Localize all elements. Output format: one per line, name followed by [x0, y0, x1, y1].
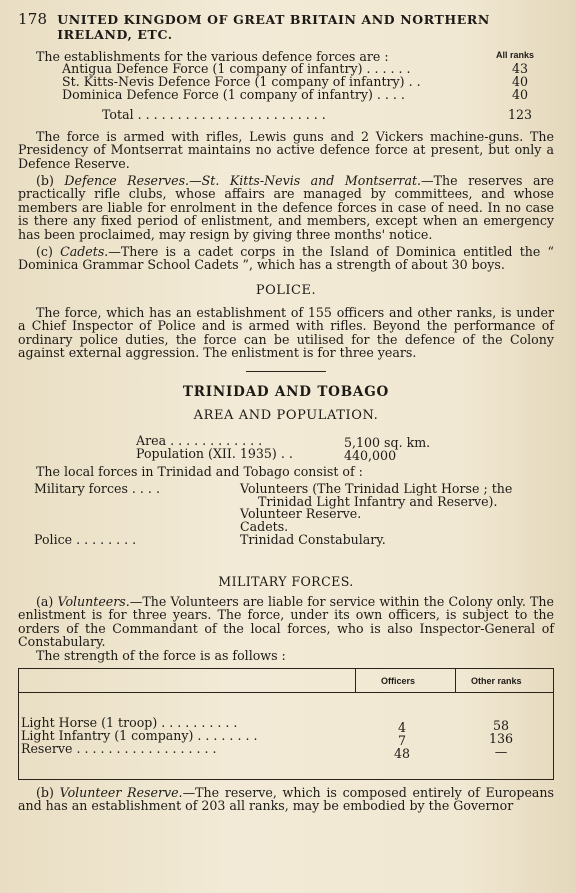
total-value: 123: [507, 107, 533, 123]
volunteer-reserve-text: —The reserve, which is composed entirely of Europeans and has an establishment of 203 all ranks, may be embodied by the Governor: [18, 784, 554, 814]
police-paragraph: The force, which has an establishment of 155 officers and other ranks, is under a Chief Inspector of Police and is armed with rifles. Beyond the performance of ordinary police duties, the force can be utilised for the defence of the Colony against external aggression. The enlistment is for three years.: [18, 304, 554, 361]
total-label: Total . . . . . . . . . . . . . . . . . . . . . . . .: [102, 107, 326, 123]
volunteer-reserve-paragraph: [18, 786, 554, 813]
cadets-text: —There is a cadet corps in the Island of Dominica entitled the “ Dominica Grammar School Cadets ”, which has a strength of about 30 boys.: [18, 244, 554, 273]
volunteers-paragraph: [18, 595, 554, 649]
local-forces-intro: The local forces in Trinidad and Tobago consist of :: [36, 464, 363, 480]
population-value: 440,000: [344, 448, 397, 464]
volunteers-text: —The Volunteers are liable for service within the Colony only. The enlistment is for three years. The force, under its own officers, is subject to the orders of the Commandant of the local forces, who is also Inspector-General of Constabulary.: [18, 593, 554, 650]
military-forces-line: Volunteer Reserve.: [240, 506, 362, 522]
table-header-rule: [19, 692, 553, 693]
police-label: Police . . . . . . . .: [34, 532, 137, 548]
all-ranks-header: All ranks: [496, 50, 535, 61]
defence-total-row: [40, 109, 554, 122]
defence-row-label: St. Kitts-Nevis Defence Force (1 company of infantry) . .: [62, 74, 421, 89]
military-forces-heading: MILITARY FORCES.: [218, 573, 354, 589]
defence-intro: The establishments for the various defence forces are :: [36, 49, 389, 64]
para-lead: (c): [36, 244, 61, 260]
para-lead: (b): [36, 173, 65, 188]
table-cell-other: —: [494, 743, 508, 759]
cadets-paragraph: [18, 245, 554, 272]
table-row-label: Reserve . . . . . . . . . . . . . . . . . .: [21, 740, 217, 756]
area-population-block: [18, 433, 554, 464]
para-lead: (b): [36, 784, 60, 800]
area-population-heading: AREA AND POPULATION.: [193, 408, 379, 424]
table-cell-officers: 48: [393, 745, 411, 761]
military-forces-label: Military forces . . . .: [34, 480, 160, 496]
table-row-label: Light Horse (1 troop) . . . . . . . . . .: [21, 714, 238, 730]
officers-header: Officers: [381, 675, 416, 686]
strength-intro: The strength of the force is as follows :: [36, 647, 286, 663]
trinidad-heading: TRINIDAD AND TOBAGO: [182, 384, 390, 401]
page-number: 178: [18, 10, 48, 28]
running-title: UNITED KINGDOM OF GREAT BRITAIN AND NORTHERN IRELAND, ETC.: [57, 12, 490, 42]
table-divider: [455, 669, 456, 692]
volunteers-title: Volunteers.: [57, 593, 130, 609]
police-heading: POLICE.: [255, 282, 317, 298]
defence-row-label: Antigua Defence Force (1 company of infantry) . . . . . .: [62, 61, 411, 77]
defence-reserves-title: Defence Reserves.—St. Kitts-Nevis and Montserrat.: [64, 173, 422, 188]
defence-row-value: 43: [511, 61, 529, 77]
population-label: Population (XII. 1935) . .: [136, 446, 293, 462]
defence-row-label: Dominica Defence Force (1 company of infantry) . . . .: [62, 86, 405, 102]
para-lead: (a): [36, 593, 58, 609]
armament-paragraph: The force is armed with rifles, Lewis guns and 2 Vickers machine-guns. The Presidency of Montserrat maintains no active defence force at present, but only a Defence Reserve.: [18, 128, 554, 171]
defence-row: [40, 86, 554, 102]
police-value: Trinidad Constabulary.: [240, 532, 386, 548]
cadets-title: Cadets.: [60, 244, 109, 260]
volunteer-reserve-title: Volunteer Reserve.: [59, 784, 183, 800]
defence-row-value: 40: [511, 74, 529, 89]
strength-table: [18, 668, 554, 780]
local-forces-list: [18, 480, 554, 561]
table-row-label: Light Infantry (1 company) . . . . . . . .: [21, 727, 258, 743]
other-ranks-header: Other ranks: [471, 675, 522, 686]
section-divider: [246, 371, 326, 372]
military-forces-line: Volunteers (The Trinidad Light Horse ; the: [240, 480, 513, 496]
defence-reserves-text: —The reserves are practically rifle clubs, whose affairs are managed by committees, and whose members are liable for enrolment in the defence forces in case of need. In no case is there any fixed period of enlistment, and members, except when an emergency has been proclaimed, may resign by giving three months' notice.: [18, 173, 554, 242]
military-forces-line: Cadets.: [240, 519, 289, 535]
table-cell-other: 136: [488, 730, 514, 746]
area-value: 5,100 sq. km.: [344, 435, 431, 451]
table-cell-officers: 7: [397, 732, 406, 748]
military-forces-line: Trinidad Light Infantry and Reserve).: [258, 493, 498, 509]
page-header: [18, 10, 554, 42]
table-divider: [355, 669, 356, 692]
table-cell-officers: 4: [397, 719, 406, 735]
defence-row-value: 40: [511, 86, 529, 102]
area-label: Area . . . . . . . . . . . .: [136, 433, 263, 449]
table-cell-other: 58: [492, 717, 510, 733]
defence-reserves-paragraph: [18, 174, 554, 241]
